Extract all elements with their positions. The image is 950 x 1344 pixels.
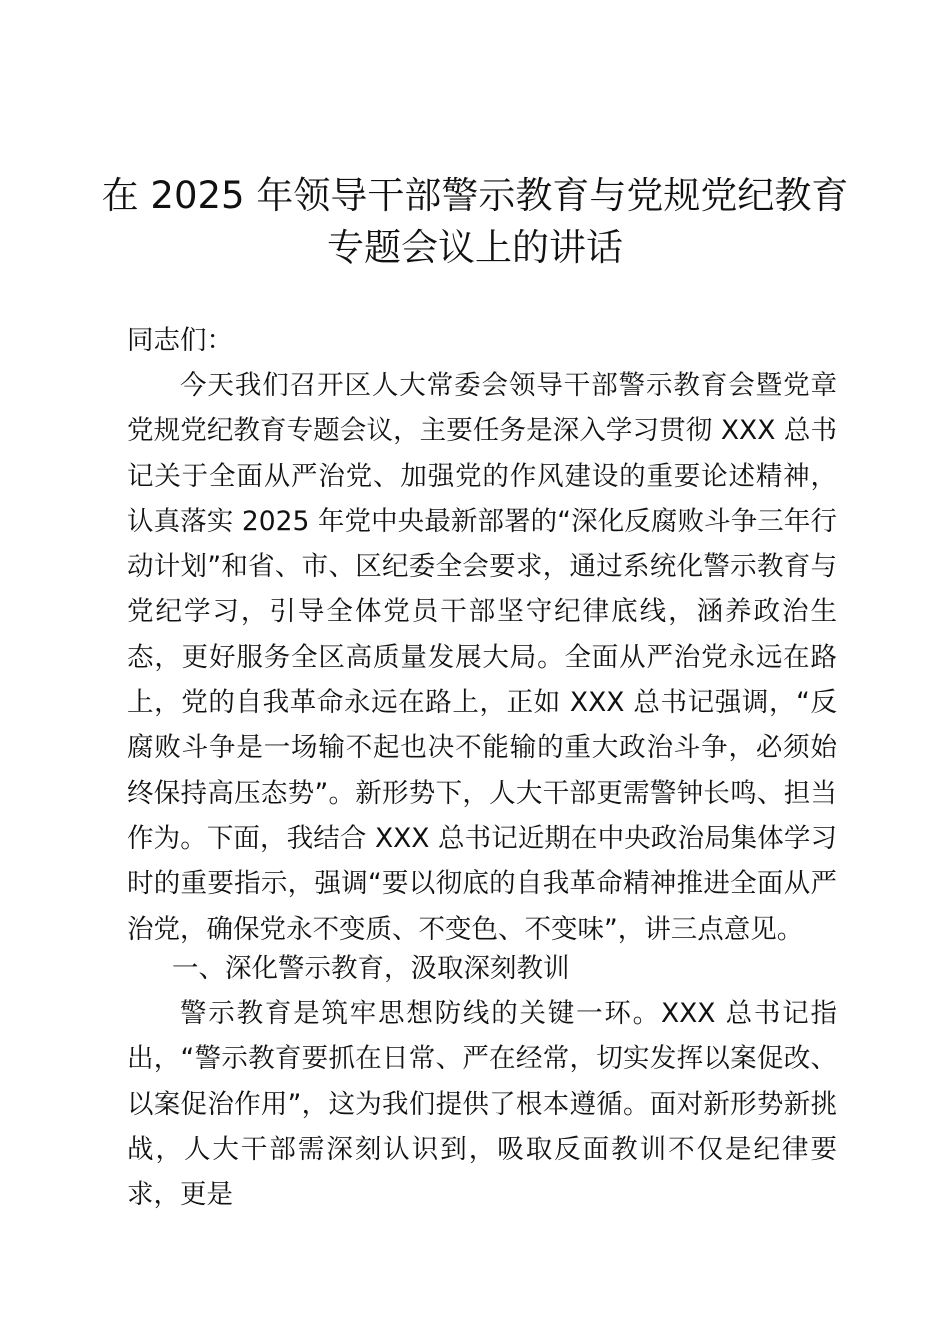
body-paragraph-2: 警示教育是筑牢思想防线的关键一环。XXX 总书记指出，“警示教育要抓在日常、严在经常，切实发挥以案促改、以案促治作用”，这为我们提供了根本遵循。面对新形势新挑战，人大干部需深刻认识到，吸取反面教训不仅是纪律要求，更是: [127, 998, 837, 1211]
salutation: 同志们：: [127, 325, 233, 356]
document-title-line-2: 专题会议上的讲话: [327, 226, 623, 269]
document-title-line-1: 在 2025 年领导干部警示教育与党规党纪教育: [101, 174, 849, 217]
section-heading-1: 一、深化警示教育，汲取深刻教训: [172, 953, 570, 984]
body-paragraph-1: 今天我们召开区人大常委会领导干部警示教育会暨党章党规党纪教育专题会议，主要任务是深入学习贯彻 XXX 总书记关于全面从严治党、加强党的作风建设的重要论述精神，认真落实 2025 年党中央最新部署的“深化反腐败斗争三年行动计划”和省、市、区纪委全会要求，通过系统化警示教育与党纪学习，引导全体党员干部坚守纪律底线，涵养政治生态，更好服务全区高质量发展大局。全面从严治党永远在路上，党的自我革命永远在路上，正如 XXX 总书记强调，“反腐败斗争是一场输不起也决不能输的重大政治斗争，必须始终保持高压态势”。新形势下，人大干部更需警钟长鸣、担当作为。下面，我结合 XXX 总书记近期在中央政治局集体学习时的重要指示，强调“要以彻底的自我革命精神推进全面从严治党，确保党永不变质、不变色、不变味”，讲三点意见。: [127, 370, 837, 945]
